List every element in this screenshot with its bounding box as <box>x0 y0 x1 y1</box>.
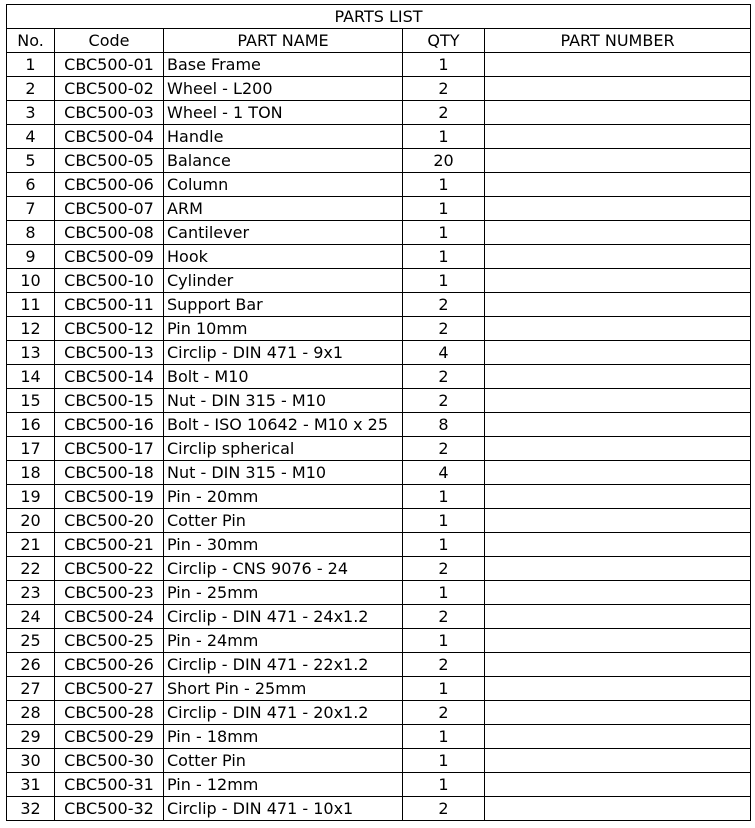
row-qty-cell: 2 <box>403 605 485 629</box>
row-no-cell: 6 <box>7 173 55 197</box>
table-row <box>7 605 751 629</box>
table-row <box>7 53 751 77</box>
row-part-name-cell: Pin - 30mm <box>164 533 403 557</box>
table-row <box>7 653 751 677</box>
header-no: No. <box>7 29 55 53</box>
row-part-number-cell <box>485 797 751 821</box>
row-qty-cell: 1 <box>403 677 485 701</box>
row-no-cell: 8 <box>7 221 55 245</box>
row-part-number-cell <box>485 149 751 173</box>
row-no-cell: 26 <box>7 653 55 677</box>
row-code-cell: CBC500-11 <box>55 293 164 317</box>
row-code-cell: CBC500-05 <box>55 149 164 173</box>
row-no-cell: 27 <box>7 677 55 701</box>
row-no-cell: 10 <box>7 269 55 293</box>
row-part-name-cell: Cotter Pin <box>164 749 403 773</box>
row-code-cell: CBC500-24 <box>55 605 164 629</box>
table-row <box>7 557 751 581</box>
title-row <box>7 5 751 29</box>
row-qty-cell: 1 <box>403 197 485 221</box>
row-part-number-cell <box>485 653 751 677</box>
table-row <box>7 701 751 725</box>
row-part-number-cell <box>485 293 751 317</box>
row-no-cell: 16 <box>7 413 55 437</box>
row-qty-cell: 2 <box>403 293 485 317</box>
row-qty-cell: 2 <box>403 557 485 581</box>
table-row <box>7 173 751 197</box>
table-title: PARTS LIST <box>7 5 751 29</box>
row-part-name-cell: Circlip - DIN 471 - 22x1.2 <box>164 653 403 677</box>
row-part-number-cell <box>485 269 751 293</box>
row-part-number-cell <box>485 245 751 269</box>
row-part-number-cell <box>485 509 751 533</box>
row-part-number-cell <box>485 629 751 653</box>
table-row <box>7 749 751 773</box>
row-code-cell: CBC500-06 <box>55 173 164 197</box>
row-qty-cell: 2 <box>403 365 485 389</box>
row-part-number-cell <box>485 413 751 437</box>
row-code-cell: CBC500-31 <box>55 773 164 797</box>
row-part-number-cell <box>485 581 751 605</box>
row-part-number-cell <box>485 173 751 197</box>
row-no-cell: 22 <box>7 557 55 581</box>
row-code-cell: CBC500-09 <box>55 245 164 269</box>
row-part-name-cell: Circlip - CNS 9076 - 24 <box>164 557 403 581</box>
table-row <box>7 677 751 701</box>
row-part-name-cell: Hook <box>164 245 403 269</box>
row-code-cell: CBC500-22 <box>55 557 164 581</box>
row-code-cell: CBC500-29 <box>55 725 164 749</box>
header-part-name: PART NAME <box>164 29 403 53</box>
row-code-cell: CBC500-08 <box>55 221 164 245</box>
row-code-cell: CBC500-13 <box>55 341 164 365</box>
row-part-name-cell: Balance <box>164 149 403 173</box>
row-code-cell: CBC500-15 <box>55 389 164 413</box>
row-part-name-cell: Nut - DIN 315 - M10 <box>164 461 403 485</box>
row-qty-cell: 1 <box>403 509 485 533</box>
row-code-cell: CBC500-28 <box>55 701 164 725</box>
row-qty-cell: 1 <box>403 53 485 77</box>
table-row <box>7 101 751 125</box>
row-part-name-cell: Support Bar <box>164 293 403 317</box>
row-code-cell: CBC500-16 <box>55 413 164 437</box>
row-part-name-cell: Pin - 25mm <box>164 581 403 605</box>
row-part-number-cell <box>485 389 751 413</box>
row-no-cell: 25 <box>7 629 55 653</box>
row-part-number-cell <box>485 677 751 701</box>
row-no-cell: 18 <box>7 461 55 485</box>
table-row <box>7 245 751 269</box>
row-no-cell: 9 <box>7 245 55 269</box>
row-code-cell: CBC500-18 <box>55 461 164 485</box>
parts-list-table <box>6 4 751 821</box>
row-part-number-cell <box>485 221 751 245</box>
row-qty-cell: 2 <box>403 653 485 677</box>
row-part-number-cell <box>485 533 751 557</box>
row-part-number-cell <box>485 557 751 581</box>
row-qty-cell: 20 <box>403 149 485 173</box>
row-part-name-cell: Bolt - ISO 10642 - M10 x 25 <box>164 413 403 437</box>
row-code-cell: CBC500-03 <box>55 101 164 125</box>
row-code-cell: CBC500-12 <box>55 317 164 341</box>
row-part-number-cell <box>485 317 751 341</box>
table-row <box>7 437 751 461</box>
row-no-cell: 29 <box>7 725 55 749</box>
table-row <box>7 725 751 749</box>
row-part-number-cell <box>485 605 751 629</box>
row-qty-cell: 1 <box>403 173 485 197</box>
row-code-cell: CBC500-19 <box>55 485 164 509</box>
row-qty-cell: 1 <box>403 749 485 773</box>
row-qty-cell: 2 <box>403 317 485 341</box>
row-no-cell: 19 <box>7 485 55 509</box>
row-part-name-cell: Circlip - DIN 471 - 20x1.2 <box>164 701 403 725</box>
row-part-number-cell <box>485 197 751 221</box>
row-part-name-cell: Pin - 18mm <box>164 725 403 749</box>
row-part-name-cell: Handle <box>164 125 403 149</box>
table-row <box>7 365 751 389</box>
table-row <box>7 149 751 173</box>
row-no-cell: 23 <box>7 581 55 605</box>
row-no-cell: 4 <box>7 125 55 149</box>
row-part-number-cell <box>485 725 751 749</box>
row-code-cell: CBC500-32 <box>55 797 164 821</box>
row-no-cell: 3 <box>7 101 55 125</box>
row-qty-cell: 8 <box>403 413 485 437</box>
row-no-cell: 2 <box>7 77 55 101</box>
row-part-number-cell <box>485 437 751 461</box>
row-code-cell: CBC500-26 <box>55 653 164 677</box>
table-row <box>7 389 751 413</box>
row-no-cell: 1 <box>7 53 55 77</box>
row-qty-cell: 2 <box>403 389 485 413</box>
row-code-cell: CBC500-02 <box>55 77 164 101</box>
table-row <box>7 221 751 245</box>
row-qty-cell: 4 <box>403 341 485 365</box>
row-no-cell: 14 <box>7 365 55 389</box>
table-row <box>7 197 751 221</box>
table-row <box>7 581 751 605</box>
row-part-name-cell: Column <box>164 173 403 197</box>
row-part-name-cell: Nut - DIN 315 - M10 <box>164 389 403 413</box>
row-part-name-cell: Circlip - DIN 471 - 10x1 <box>164 797 403 821</box>
row-no-cell: 12 <box>7 317 55 341</box>
table-row <box>7 317 751 341</box>
row-part-number-cell <box>485 341 751 365</box>
row-part-number-cell <box>485 125 751 149</box>
row-part-name-cell: Wheel - 1 TON <box>164 101 403 125</box>
row-code-cell: CBC500-27 <box>55 677 164 701</box>
row-qty-cell: 1 <box>403 581 485 605</box>
row-part-name-cell: Cylinder <box>164 269 403 293</box>
row-part-name-cell: Pin - 24mm <box>164 629 403 653</box>
row-part-name-cell: Circlip - DIN 471 - 9x1 <box>164 341 403 365</box>
row-qty-cell: 2 <box>403 797 485 821</box>
row-part-number-cell <box>485 365 751 389</box>
row-no-cell: 11 <box>7 293 55 317</box>
table-row <box>7 629 751 653</box>
row-qty-cell: 1 <box>403 245 485 269</box>
row-qty-cell: 1 <box>403 125 485 149</box>
row-part-name-cell: Short Pin - 25mm <box>164 677 403 701</box>
row-code-cell: CBC500-25 <box>55 629 164 653</box>
table-body <box>7 53 751 821</box>
row-qty-cell: 1 <box>403 629 485 653</box>
row-qty-cell: 2 <box>403 701 485 725</box>
row-part-name-cell: Circlip - DIN 471 - 24x1.2 <box>164 605 403 629</box>
row-part-name-cell: ARM <box>164 197 403 221</box>
row-no-cell: 30 <box>7 749 55 773</box>
row-code-cell: CBC500-04 <box>55 125 164 149</box>
table-row <box>7 77 751 101</box>
row-part-number-cell <box>485 485 751 509</box>
row-part-name-cell: Bolt - M10 <box>164 365 403 389</box>
table-row <box>7 485 751 509</box>
row-part-name-cell: Pin 10mm <box>164 317 403 341</box>
row-part-number-cell <box>485 461 751 485</box>
row-no-cell: 5 <box>7 149 55 173</box>
row-part-name-cell: Wheel - L200 <box>164 77 403 101</box>
row-part-name-cell: Base Frame <box>164 53 403 77</box>
row-code-cell: CBC500-17 <box>55 437 164 461</box>
row-qty-cell: 2 <box>403 437 485 461</box>
row-no-cell: 32 <box>7 797 55 821</box>
table-row <box>7 773 751 797</box>
row-part-number-cell <box>485 77 751 101</box>
row-no-cell: 13 <box>7 341 55 365</box>
table-row <box>7 461 751 485</box>
table-row <box>7 797 751 821</box>
row-part-name-cell: Pin - 20mm <box>164 485 403 509</box>
row-no-cell: 31 <box>7 773 55 797</box>
row-code-cell: CBC500-14 <box>55 365 164 389</box>
row-no-cell: 20 <box>7 509 55 533</box>
row-qty-cell: 1 <box>403 533 485 557</box>
header-part-number: PART NUMBER <box>485 29 751 53</box>
row-part-number-cell <box>485 749 751 773</box>
row-part-name-cell: Pin - 12mm <box>164 773 403 797</box>
row-code-cell: CBC500-21 <box>55 533 164 557</box>
row-code-cell: CBC500-23 <box>55 581 164 605</box>
row-no-cell: 21 <box>7 533 55 557</box>
row-no-cell: 28 <box>7 701 55 725</box>
row-code-cell: CBC500-20 <box>55 509 164 533</box>
table-row <box>7 341 751 365</box>
row-part-name-cell: Cantilever <box>164 221 403 245</box>
table-row <box>7 413 751 437</box>
row-code-cell: CBC500-10 <box>55 269 164 293</box>
row-qty-cell: 2 <box>403 77 485 101</box>
row-part-number-cell <box>485 773 751 797</box>
row-part-number-cell <box>485 53 751 77</box>
row-qty-cell: 1 <box>403 269 485 293</box>
row-qty-cell: 1 <box>403 725 485 749</box>
row-part-name-cell: Cotter Pin <box>164 509 403 533</box>
row-no-cell: 7 <box>7 197 55 221</box>
header-code: Code <box>55 29 164 53</box>
table-row <box>7 533 751 557</box>
table-row <box>7 269 751 293</box>
header-row <box>7 29 751 53</box>
row-qty-cell: 1 <box>403 485 485 509</box>
table-row <box>7 293 751 317</box>
row-no-cell: 15 <box>7 389 55 413</box>
row-qty-cell: 1 <box>403 773 485 797</box>
row-part-number-cell <box>485 101 751 125</box>
row-qty-cell: 1 <box>403 221 485 245</box>
row-no-cell: 17 <box>7 437 55 461</box>
header-qty: QTY <box>403 29 485 53</box>
row-code-cell: CBC500-01 <box>55 53 164 77</box>
table-row <box>7 509 751 533</box>
row-qty-cell: 2 <box>403 101 485 125</box>
row-code-cell: CBC500-07 <box>55 197 164 221</box>
row-no-cell: 24 <box>7 605 55 629</box>
row-part-name-cell: Circlip spherical <box>164 437 403 461</box>
row-qty-cell: 4 <box>403 461 485 485</box>
row-part-number-cell <box>485 701 751 725</box>
table-row <box>7 125 751 149</box>
row-code-cell: CBC500-30 <box>55 749 164 773</box>
